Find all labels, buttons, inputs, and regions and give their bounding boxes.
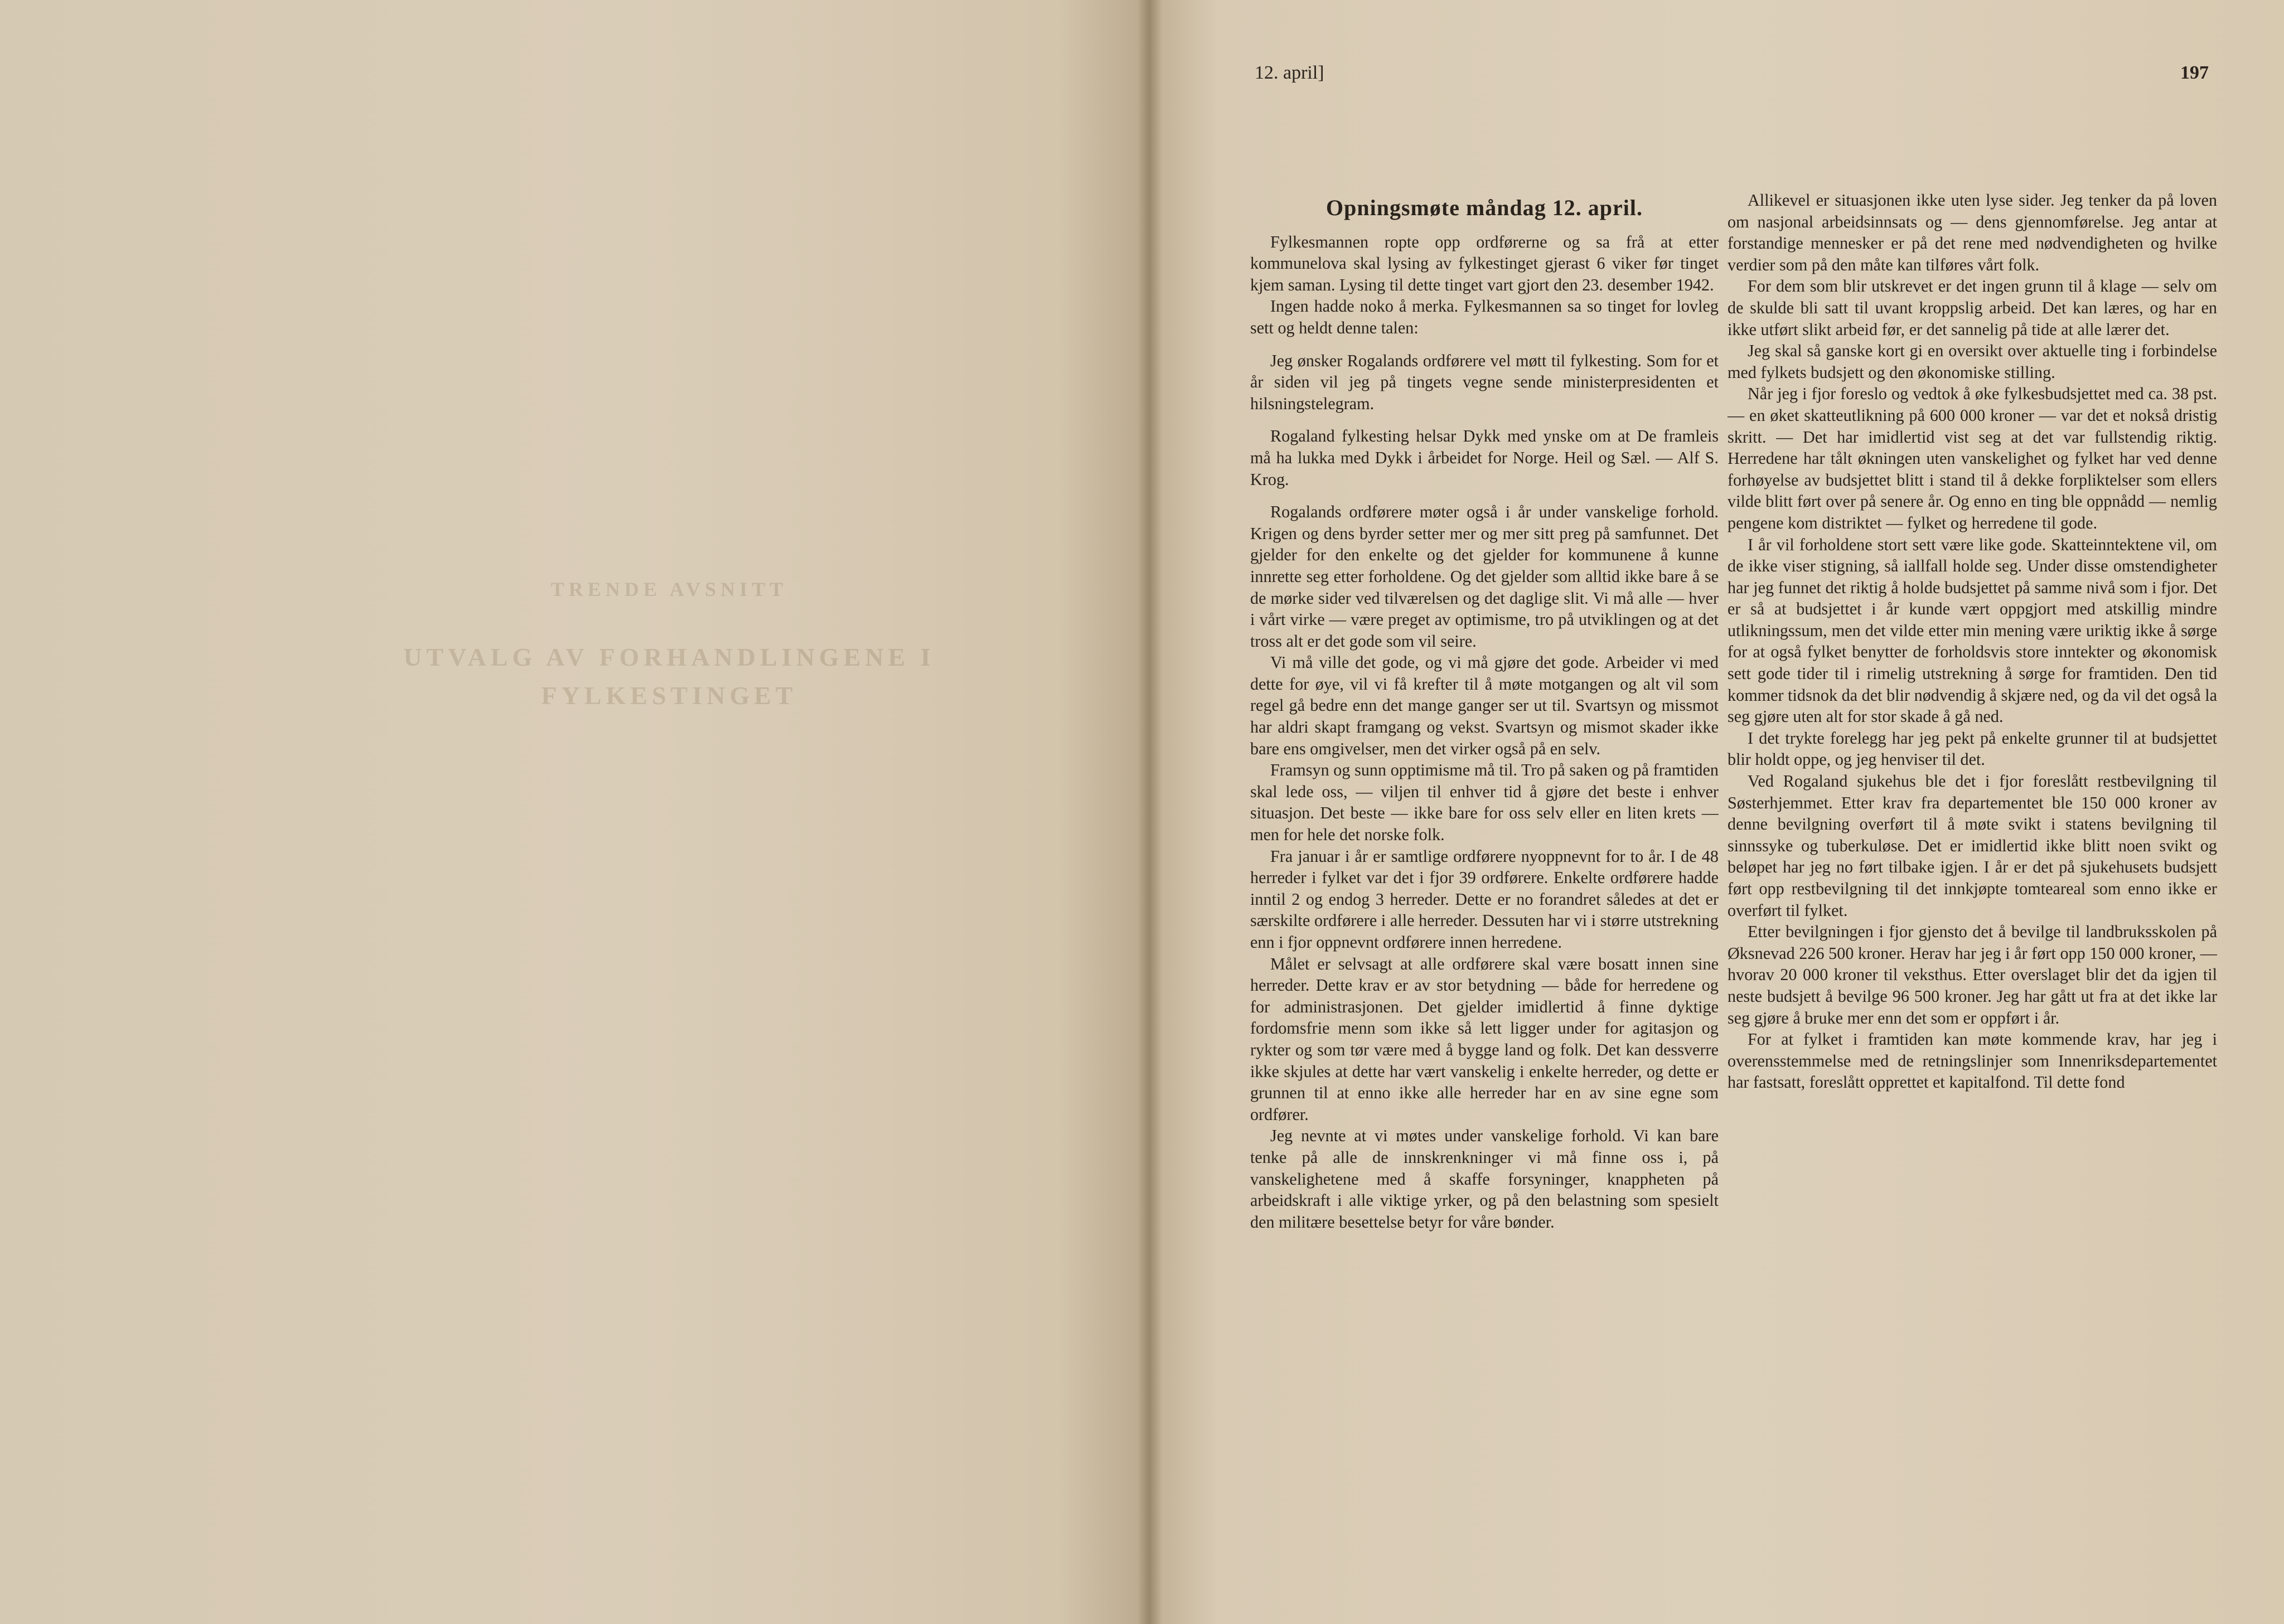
paragraph: Ved Rogaland sjukehus ble det i fjor foreslått restbevilgning til Søsterhjemmet. Etter krav fra departementet ble 150 000 kroner av denne bevilgning overført til å møte svikt i statens bevilgning til sinnssyke og tuberkuløse. Det er imidlertid ikke blitt noen svikt og beløpet har jeg no ført tilbake igjen. I år er det på sjukehusets budsjett ført opp restbevilgning til det innkjøpte tomteareal som enno ikke er overført til fylket. <box>1727 772 2217 920</box>
running-head: 12. april] <box>1255 62 1324 83</box>
paragraph: For at fylket i framtiden kan møte kommende krav, har jeg i overensstemmelse med de retningslinjer som Innenriksdepartementet har fastsatt, foreslått opprettet et kapitalfond. Til dette fond <box>1727 1030 2217 1092</box>
paragraph: Etter bevilgningen i fjor gjensto det å bevilge til landbruksskolen på Øksnevad 226 500 kroner. Herav har jeg i år ført opp 150 000 kroner, — hvorav 20 000 kroner til veksthus. Etter overslaget blir det da igjen til neste budsjett å bevilge 96 500 kroner. Jeg har gått ut fra at det ikke lar seg gjøre å bruke mer enn det som er oppført i år. <box>1727 922 2217 1027</box>
ghost-line-1: TRENDE AVSNITT <box>550 578 788 600</box>
bleed-through-text <box>390 574 948 715</box>
section-heading: Opningsmøte måndag 12. april. <box>1326 195 1643 220</box>
gutter-shadow <box>1138 0 1162 1624</box>
page-number: 197 <box>2180 62 2209 83</box>
paragraph: Framsyn og sunn opptimisme må til. Tro på saken og på framtiden skal lede oss, — viljen til enhver tid å gjøre det beste i enhver situasjon. Det beste — ikke bare for oss selv eller en liten krets — men for hele det norske folk. <box>1250 760 1719 845</box>
paragraph: For dem som blir utskrevet er det ingen grunn til å klage — selv om de skulde bli satt til uvant kroppslig arbeid. Det kan læres, og har en ikke utført slikt arbeid før, er det sannelig på tide at alle lærer det. <box>1727 277 2217 339</box>
paragraph: Rogalands ordførere møter også i år under vanskelige forhold. Krigen og dens byrder setter mer og mer sitt preg på samfunnet. Det gjelder for den enkelte og det gjelder for kommunene å kunne innrette seg etter forholdene. Og det gjelder som alltid ikke bare å se de mørke sider ved tilværelsen og det daglige slit. Vi må alle — hver i vårt virke — være preget av optimisme, tro på utviklingen og at det tross alt er det gode som vil seire. <box>1250 502 1719 651</box>
paragraph: Når jeg i fjor foreslo og vedtok å øke fylkesbudsjettet med ca. 38 pst. — en øket skatteutlikning på 600 000 kroner — var det et nokså dristig skritt. — Det har imidlertid vist seg at det var fullstendig riktig. Herredene har tålt økningen uten vanskelighet og fylket har ved denne forhøyelse av budsjettet blitt i stand til å dekke forpliktelser som ellers vilde blitt ført over på senere år. Og enno en ting ble oppnådd — nemlig pengene kom distriktet — fylket og herredene til gode. <box>1727 384 2217 532</box>
paragraph: I det trykte forelegg har jeg pekt på enkelte grunner til at budsjettet blir holdt oppe, og jeg henviser til det. <box>1727 728 2217 769</box>
paragraph: Jeg nevnte at vi møtes under vanskelige forhold. Vi kan bare tenke på alle de innskrenkninger vi må finne oss i, på vanskelighetene med å skaffe forsyninger, knappheten på arbeidskraft i alle viktige yrker, og på den belastning som spesielt den militære besettelse betyr for våre bønder. <box>1250 1126 1719 1232</box>
ghost-line-3: FYLKESTINGET <box>541 681 797 710</box>
paragraph: I år vil forholdene stort sett være like gode. Skatteinntektene vil, om de ikke viser stigning, så iallfall holde seg. Under disse omstendigheter har jeg funnet det riktig å holde budsjettet på samme nivå som i fjor. Det er så at budsjettet i år kunde vært oppgjort med atskillig mindre utlikningssum, men det vilde etter min mening være uriktig ikke å sørge for at også fylket benytter de forholdsvis store inntekter og økonomisk sett gode tider til i rimelig utstrekning å sørge for framtiden. Den tid kommer tidsnok da det blir nødvendig å skjære ned, og da vil det også la seg gjøre uten alt for stor skade å gå ned. <box>1727 535 2217 726</box>
paragraph: Jeg skal så ganske kort gi en oversikt over aktuelle ting i forbindelse med fylkets budsjett og den økonomiske stilling. <box>1727 341 2217 382</box>
paragraph: Fylkesmannen ropte opp ordførerne og sa frå at etter kommunelova skal lysing av fylkestinget gjerast 6 viker før tinget kjem saman. Lysing til dette tinget vart gjort den 23. desember 1942. <box>1250 232 1719 294</box>
paragraph: Jeg ønsker Rogalands ordførere vel møtt til fylkesting. Som for et år siden vil jeg på tingets vegne sende ministerpresidenten et hilsningstelegram. <box>1250 351 1719 413</box>
paragraph: Vi må ville det gode, og vi må gjøre det gode. Arbeider vi med dette for øye, vil vi få krefter til å møte motgangen og alt vil som regel gå bedre enn det mange ganger ser ut til. Svartsyn og missmot har aldri skapt framgang og vekst. Svartsyn og mismot skader ikke bare ens omgivelser, men det virker også på en selv. <box>1250 653 1719 758</box>
paragraph: Ingen hadde noko å merka. Fylkesmannen sa so tinget for lovleg sett og heldt denne talen: <box>1250 297 1719 337</box>
paragraph: Rogaland fylkesting helsar Dykk med ynske om at De framleis må ha lukka med Dykk i årbeidet for Norge. Heil og Sæl. — Alf S. Krog. <box>1250 426 1719 489</box>
paragraph: Fra januar i år er samtlige ordførere nyoppnevnt for to år. I de 48 herreder i fylket var det i fjor 39 ordførere. Enkelte ordførere hadde inntil 2 og endog 3 herreder. Dette er no forandret således at det er særskilte ordførere i alle herreder. Dessuten har vi i større utstrekning enn i fjor oppnevnt ordførere innen herredene. <box>1250 846 1719 952</box>
text-column-2 <box>1727 190 2217 1539</box>
column-1-paragraphs <box>1250 231 1719 1233</box>
paragraph: Målet er selvsagt at alle ordførere skal være bosatt innen sine herreder. Dette krav er av stor betydning — både for herredene og for administrasjonen. Det gjelder imidlertid å finne dyktige fordomsfrie menn som ikke så lett ligger under for agitasjon og rykter og som tør være med å bygge land og folk. Det kan dessverre ikke skjules at dette har vært vanskelig i enkelte herreder, og dette er grunnen til at enno ikke alle herreder har en av sine egne som ordfører. <box>1250 954 1719 1124</box>
text-column-1 <box>1250 190 1719 1539</box>
column-2-paragraphs <box>1727 190 2217 1093</box>
ghost-line-2: UTVALG AV FORHANDLINGENE I <box>403 643 935 671</box>
paragraph: Allikevel er situasjonen ikke uten lyse sider. Jeg tenker da på loven om nasjonal arbeidsinnsats og — dens gjennomførelse. Jeg antar at forstandige mennesker er på det rene med nødvendigheten og hvilke verdier som på den måte kan tilføres vårt folk. <box>1727 191 2217 274</box>
